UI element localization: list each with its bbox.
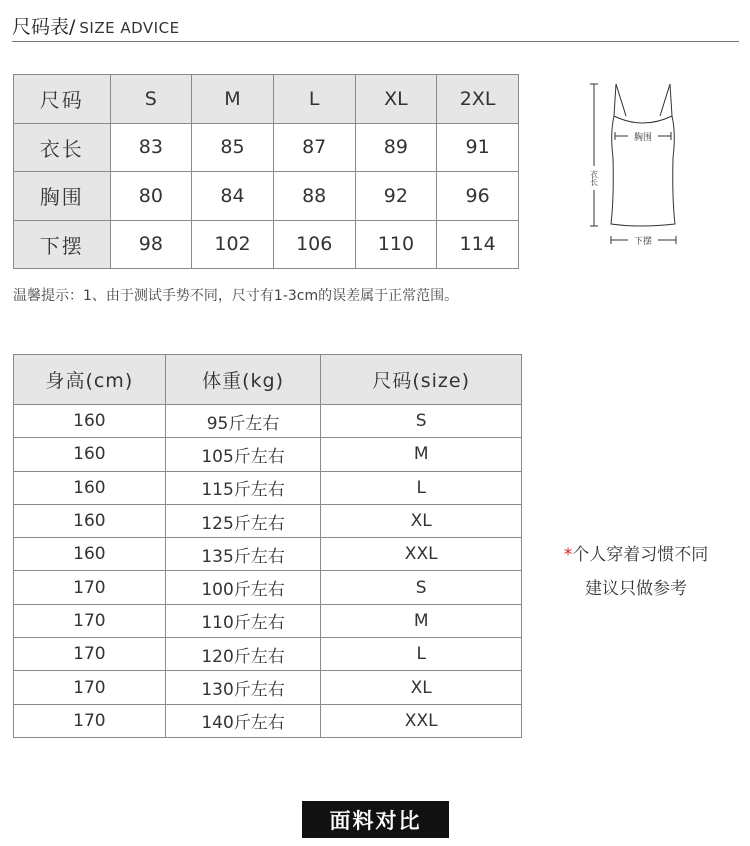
table-cell: 110 [355,220,437,269]
fit-size-cell: XL [321,671,522,704]
size-row-chest [14,172,519,221]
fit-weight-cell: 110斤左右 [165,604,321,637]
dress-outline [611,84,675,226]
size-col-header: S [110,75,192,124]
fit-height-cell: 160 [14,538,166,571]
fit-size-cell: L [321,638,522,671]
fit-note-text1: 个人穿着习惯不同 [572,545,709,565]
page-header [12,12,180,39]
table-cell: 84 [192,172,274,221]
diagram-hem-label: 下摆 [633,237,653,247]
table-cell: 80 [110,172,192,221]
table-row [14,604,522,637]
fit-height-cell: 160 [14,405,166,438]
table-row [14,438,522,471]
fit-height-cell: 170 [14,571,166,604]
size-col-header: L [273,75,355,124]
row-label: 衣长 [14,123,111,172]
fit-note [546,538,726,606]
fit-note-line2: 建议只做参考 [585,579,687,599]
diagram-length-label: 衣长 [589,170,599,186]
table-cell: 92 [355,172,437,221]
size-row-hem [14,220,519,269]
row-label: 胸围 [14,172,111,221]
size-col-header: XL [355,75,437,124]
table-cell: 88 [273,172,355,221]
fit-weight-cell: 100斤左右 [165,571,321,604]
dress-neckline [614,116,672,123]
dress-strap-right [660,84,670,116]
fit-header-height: 身高(cm) [14,355,166,405]
fit-height-cell: 160 [14,471,166,504]
table-row [14,504,522,537]
fit-weight-cell: 120斤左右 [165,638,321,671]
table-cell: 96 [437,172,519,221]
diagram-chest-label: 胸围 [633,133,653,143]
table-row [14,538,522,571]
fit-header-size: 尺码(size) [321,355,522,405]
table-cell: 91 [437,123,519,172]
fit-weight-cell: 135斤左右 [165,538,321,571]
table-row [14,638,522,671]
fit-size-cell: XL [321,504,522,537]
fit-height-cell: 160 [14,504,166,537]
row-label: 下摆 [14,220,111,269]
dress-strap-left [616,84,626,116]
fit-weight-cell: 130斤左右 [165,671,321,704]
dress-diagram [580,78,700,253]
size-row-length [14,123,519,172]
fit-size-cell: S [321,405,522,438]
fit-guide-table [13,354,522,738]
table-cell: 83 [110,123,192,172]
fit-size-cell: M [321,438,522,471]
size-tip-text: 温馨提示：1、由于测试手势不同，尺寸有1-3cm的误差属于正常范围。 [13,288,459,304]
header-divider [12,41,739,42]
fit-header-row [14,355,522,405]
fit-weight-cell: 115斤左右 [165,471,321,504]
fit-header-weight: 体重(kg) [165,355,321,405]
size-header-label: 尺码 [14,75,111,124]
fit-weight-cell: 105斤左右 [165,438,321,471]
size-col-header: M [192,75,274,124]
fit-size-cell: L [321,471,522,504]
fit-weight-cell: 125斤左右 [165,504,321,537]
table-cell: 89 [355,123,437,172]
fit-height-cell: 170 [14,671,166,704]
fit-height-cell: 170 [14,604,166,637]
fit-weight-cell: 95斤左右 [165,405,321,438]
table-cell: 98 [110,220,192,269]
header-title-en: SIZE ADVICE [79,19,180,37]
fit-size-cell: S [321,571,522,604]
fit-size-cell: M [321,604,522,637]
size-header-row [14,75,519,124]
table-cell: 114 [437,220,519,269]
table-row [14,571,522,604]
fit-height-cell: 160 [14,438,166,471]
header-title-cn: 尺码表/ [12,16,76,38]
fit-size-cell: XXL [321,538,522,571]
fit-note-line1 [546,538,726,572]
fit-height-cell: 170 [14,638,166,671]
fabric-compare-button[interactable]: 面料对比 [302,801,449,838]
table-cell: 85 [192,123,274,172]
table-cell: 87 [273,123,355,172]
size-col-header: 2XL [437,75,519,124]
size-chart-table [13,74,519,269]
fit-weight-cell: 140斤左右 [165,704,321,737]
table-cell: 106 [273,220,355,269]
fit-height-cell: 170 [14,704,166,737]
table-row [14,704,522,737]
table-cell: 102 [192,220,274,269]
table-row [14,471,522,504]
fit-size-cell: XXL [321,704,522,737]
asterisk-mark: * [563,545,573,565]
table-row [14,405,522,438]
table-row [14,671,522,704]
